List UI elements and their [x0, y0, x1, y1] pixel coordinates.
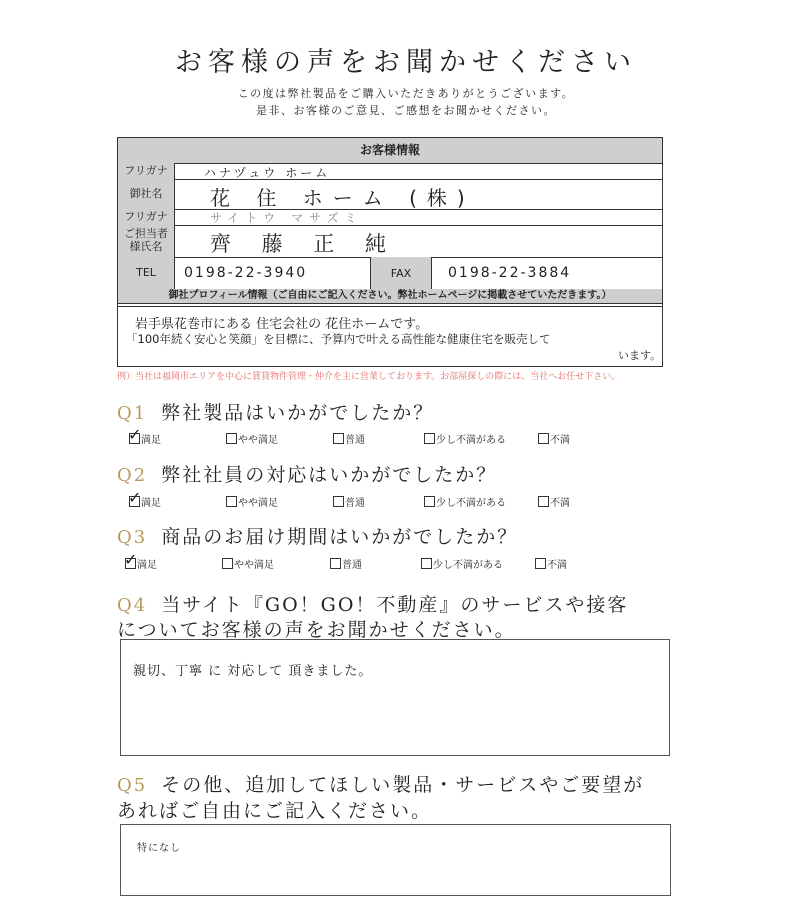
person-row [118, 225, 662, 258]
q3-option-satisfied[interactable]: ✓ 満足 [124, 550, 157, 571]
q3-checkbox-dissatisfied[interactable] [535, 558, 546, 569]
profile-line-2: 「100年続く安心と笑顔」を目標に、予算内で叶える高性能な健康住宅を販売して [126, 332, 551, 346]
tel-fax-row [118, 257, 662, 290]
person-kana-value: サイトウ マサズミ [210, 211, 363, 225]
company-kana-value: ハナヅュウ ホーム [204, 166, 331, 180]
q1-checkbox-neutral[interactable] [333, 433, 344, 444]
fax-value: 0198-22-3884 [448, 265, 572, 281]
q3-options [0, 550, 812, 571]
intro-line-1: この度は弊社製品をご購入いただきありがとうございます。 [237, 87, 575, 100]
customer-info-header: お客様情報 [118, 138, 662, 164]
q1-option-satisfied[interactable]: ✓ 満足 [128, 425, 161, 446]
question-1-number: Q1 [117, 403, 148, 424]
question-4-line-1: 当サイト『GO！GO！不動産』のサービスや接客 [161, 594, 629, 616]
profile-text-area [117, 307, 663, 367]
q4-answer-text: 親切、丁寧 に 対応して 頂きました。 [133, 664, 373, 679]
person-kana-row [118, 209, 662, 226]
q2-checkbox-dissatisfied[interactable] [538, 496, 549, 507]
q1-option-neutral[interactable]: 普通 [333, 431, 365, 446]
profile-header: 御社プロフィール情報（ご自由にご記入ください。弊社ホームページに掲載させていただきます。） [118, 289, 662, 304]
q3-option-dissatisfied[interactable]: 不満 [535, 556, 567, 571]
furigana2-label: フリガナ [118, 209, 175, 225]
check-mark-icon: ✓ [128, 425, 142, 444]
question-2-text: 弊社社員の対応はいかがでしたか？ [161, 464, 498, 486]
q5-answer-box[interactable] [120, 824, 671, 896]
question-4-number: Q4 [117, 595, 148, 616]
q1-options [0, 425, 812, 446]
q3-option-somewhat-satisfied[interactable]: やや満足 [222, 556, 274, 571]
question-3 [117, 522, 518, 549]
q2-checkbox-neutral[interactable] [333, 496, 344, 507]
question-2-number: Q2 [117, 465, 148, 486]
question-1 [117, 398, 434, 425]
q2-option-satisfied[interactable]: ✓ 満足 [128, 488, 161, 509]
question-3-text: 商品のお届け期間はいかがでしたか？ [161, 526, 519, 548]
question-5 [117, 770, 644, 797]
check-mark-icon: ✓ [128, 488, 142, 507]
q1-option-somewhat-dissatisfied[interactable]: 少し不満がある [424, 431, 506, 446]
q2-checkbox-somewhat-dissatisfied[interactable] [424, 496, 435, 507]
question-3-number: Q3 [117, 527, 148, 548]
question-1-text: 弊社製品はいかがでしたか？ [161, 402, 435, 424]
customer-info-table [117, 137, 663, 307]
intro-line-2: 是非、お客様のご意見、ご感想をお聞かせください。 [256, 104, 556, 117]
fax-label: FAX [370, 257, 432, 289]
profile-line-1: 岩手県花巻市にある 住宅会社の 花住ホームです。 [135, 317, 429, 332]
profile-line-3: います。 [618, 349, 662, 362]
q5-answer-text: 特になし [137, 843, 181, 854]
company-label: 御社名 [118, 179, 175, 209]
check-mark-icon: ✓ [124, 550, 138, 569]
q1-option-somewhat-satisfied[interactable]: やや満足 [226, 431, 278, 446]
q1-checkbox-satisfied[interactable] [128, 425, 142, 444]
q2-option-neutral[interactable]: 普通 [333, 494, 365, 509]
page-title: お客様の声をお聞かせください [175, 47, 637, 78]
q2-checkbox-somewhat-satisfied[interactable] [226, 496, 237, 507]
tel-value: 0198-22-3940 [184, 265, 308, 281]
example-note: 例）当社は福岡市エリアを中心に賃貸物件管理・仲介を主に営業しております。お部屋探しの際には、当社へお任せ下さい。 [117, 372, 621, 382]
company-kana-row [118, 163, 662, 180]
q2-checkbox-satisfied[interactable] [128, 488, 142, 507]
question-4-line-2: についてお客様の声をお聞かせください。 [117, 619, 516, 641]
q2-options [0, 488, 812, 509]
q3-checkbox-somewhat-satisfied[interactable] [222, 558, 233, 569]
person-label: ご担当者 様氏名 [118, 225, 175, 257]
question-5-number: Q5 [117, 775, 148, 796]
question-5-line-2: あればご自由にご記入ください。 [117, 800, 433, 822]
question-5-line-1: その他、追加してほしい製品・サービスやご要望が [161, 774, 645, 796]
q3-option-somewhat-dissatisfied[interactable]: 少し不満がある [421, 556, 503, 571]
q3-checkbox-somewhat-dissatisfied[interactable] [421, 558, 432, 569]
company-name-value: 花 住 ホーム (株) [210, 186, 475, 210]
question-4 [117, 590, 628, 617]
person-name-value: 齊 藤 正 純 [210, 232, 399, 256]
furigana-label: フリガナ [118, 163, 175, 179]
q4-answer-box[interactable] [120, 639, 670, 756]
q2-option-somewhat-satisfied[interactable]: やや満足 [226, 494, 278, 509]
question-2 [117, 460, 497, 487]
company-row [118, 179, 662, 210]
q1-checkbox-dissatisfied[interactable] [538, 433, 549, 444]
q1-option-dissatisfied[interactable]: 不満 [538, 431, 570, 446]
q3-option-neutral[interactable]: 普通 [330, 556, 362, 571]
q1-checkbox-somewhat-dissatisfied[interactable] [424, 433, 435, 444]
q1-checkbox-somewhat-satisfied[interactable] [226, 433, 237, 444]
tel-label: TEL [118, 257, 175, 289]
q2-option-dissatisfied[interactable]: 不満 [538, 494, 570, 509]
q2-option-somewhat-dissatisfied[interactable]: 少し不満がある [424, 494, 506, 509]
q3-checkbox-satisfied[interactable] [124, 550, 138, 569]
q3-checkbox-neutral[interactable] [330, 558, 341, 569]
